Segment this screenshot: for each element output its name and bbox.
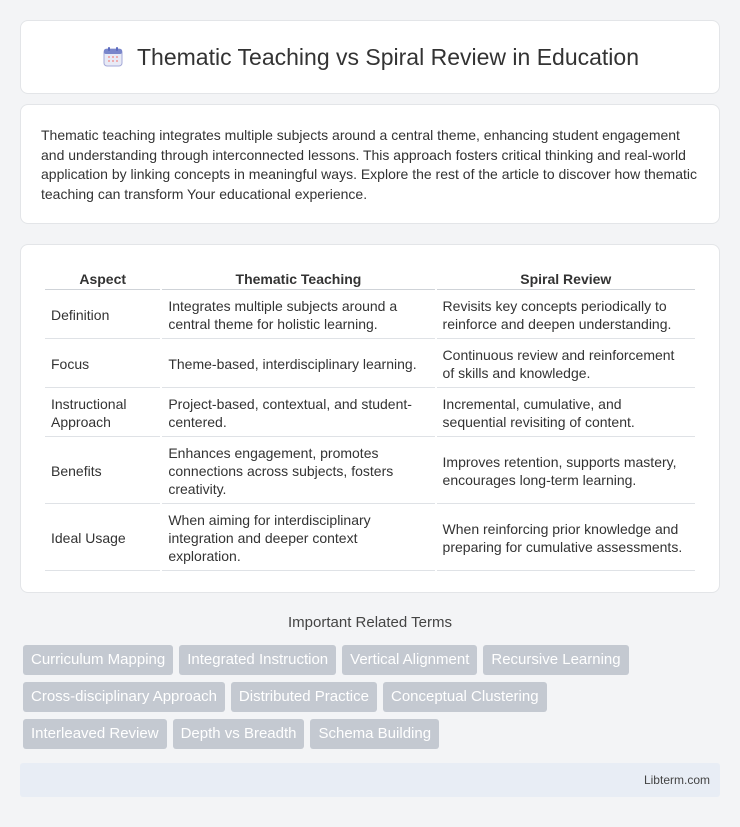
tag-curriculum-mapping[interactable]: Curriculum Mapping	[23, 645, 173, 675]
table-row	[45, 341, 695, 388]
column-header-thematic: Thematic Teaching	[162, 267, 434, 290]
related-terms-title: Important Related Terms	[288, 614, 452, 631]
table-row	[45, 390, 695, 437]
row-thematic: Theme-based, interdisciplinary learning.	[162, 341, 434, 388]
tag-row	[23, 682, 717, 712]
row-spiral: When reinforcing prior knowledge and preparing for cumulative assessments.	[437, 506, 695, 571]
row-spiral: Incremental, cumulative, and sequential revisiting of content.	[437, 390, 695, 437]
comparison-table-card	[20, 244, 720, 593]
row-thematic: Integrates multiple subjects around a central theme for holistic learning.	[162, 292, 434, 339]
row-spiral: Revisits key concepts periodically to reinforce and deepen understanding.	[437, 292, 695, 339]
column-header-aspect: Aspect	[45, 267, 160, 290]
title-card	[20, 20, 720, 94]
intro-text: Thematic teaching integrates multiple subjects around a central theme, enhancing student engagement and understanding through interconnected lessons. This approach fosters critical thinking and real-world application by linking concepts in meaningful ways. Explore the rest of the article to discover how thematic teaching can transform Your educational experience.	[41, 127, 698, 202]
tag-integrated-instruction[interactable]: Integrated Instruction	[179, 645, 336, 675]
row-aspect: Ideal Usage	[45, 506, 160, 571]
table-row	[45, 292, 695, 339]
tag-row	[23, 645, 717, 675]
table-row	[45, 439, 695, 504]
tag-recursive-learning[interactable]: Recursive Learning	[483, 645, 628, 675]
tag-conceptual-clustering[interactable]: Conceptual Clustering	[383, 682, 547, 712]
column-header-spiral: Spiral Review	[437, 267, 695, 290]
row-aspect: Instructional Approach	[45, 390, 160, 437]
table-header-row	[45, 267, 695, 290]
page-title: Thematic Teaching vs Spiral Review in Education	[137, 43, 639, 70]
tag-cross-disciplinary-approach[interactable]: Cross-disciplinary Approach	[23, 682, 225, 712]
comparison-table	[43, 265, 697, 573]
tag-depth-vs-breadth[interactable]: Depth vs Breadth	[173, 719, 305, 749]
row-aspect: Benefits	[45, 439, 160, 504]
row-thematic: Enhances engagement, promotes connections across subjects, fosters creativity.	[162, 439, 434, 504]
row-spiral: Improves retention, supports mastery, encourages long-term learning.	[437, 439, 695, 504]
footer	[20, 763, 720, 797]
calendar-icon	[101, 45, 125, 69]
tag-interleaved-review[interactable]: Interleaved Review	[23, 719, 167, 749]
tag-schema-building[interactable]: Schema Building	[310, 719, 439, 749]
row-aspect: Definition	[45, 292, 160, 339]
related-terms-tags	[23, 645, 717, 756]
row-aspect: Focus	[45, 341, 160, 388]
row-thematic: Project-based, contextual, and student-centered.	[162, 390, 434, 437]
row-thematic: When aiming for interdisciplinary integration and deeper context exploration.	[162, 506, 434, 571]
intro-card	[20, 104, 720, 224]
tag-row	[23, 719, 717, 749]
tag-distributed-practice[interactable]: Distributed Practice	[231, 682, 377, 712]
row-spiral: Continuous review and reinforcement of skills and knowledge.	[437, 341, 695, 388]
footer-brand[interactable]: Libterm.com	[643, 773, 710, 787]
table-row	[45, 506, 695, 571]
tag-vertical-alignment[interactable]: Vertical Alignment	[342, 645, 477, 675]
